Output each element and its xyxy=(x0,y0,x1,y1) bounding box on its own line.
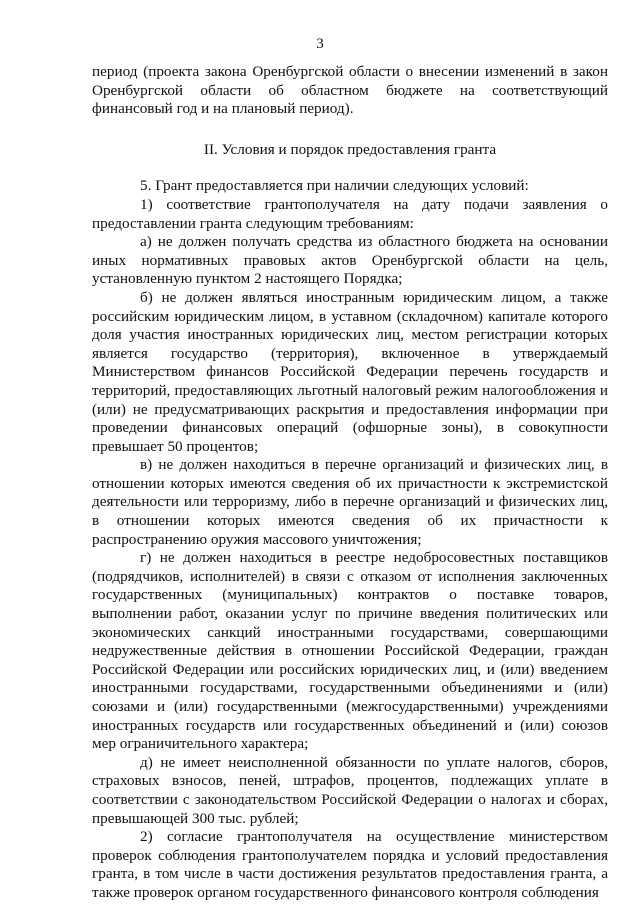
paragraph-5-1-b: б) не должен являться иностранным юридическим лицом, а также российским юридическим лицом, в уставном (складочном) капитале которого доля участия иностранных юридических лиц, местом регистрации которых является государство (территория), включенное в утверждаемый Министерством финансов Российской Федерации перечень государств и территорий, предоставляющих льготный налоговый режим налогообложения и (или) не предусматривающих раскрытия и предоставления информации при проведении финансовых операций (офшорные зоны), в совокупности превышает 50 процентов; xyxy=(92,288,608,455)
intro-paragraph: период (проекта закона Оренбургской области о внесении изменений в закон Оренбургской области об областном бюджете на соответствующий финансовый год и на плановый период). xyxy=(92,63,608,118)
paragraph-5-1-g: г) не должен находиться в реестре недобросовестных поставщиков (подрядчиков, исполнителей) в связи с отказом от исполнения заключенных государственных (муниципальных) контрактов о поставке товаров, выполнении работ, оказании услуг по причине введения политических или экономических санкций иностранными государствами, совершающими недружественные действия в отношении Российской Федерации, граждан Российской Федерации или российских юридических лиц, и (или) введением иностранными государствами, государственными объединениями и (или) союзами и (или) государственными (межгосударственными) учреждениями иностранных государств или государственных объединений и (или) союзов мер ограничительного характера; xyxy=(92,549,608,753)
section-heading: II. Условия и порядок предоставления гранта xyxy=(203,140,497,158)
paragraph-5-1-v: в) не должен находиться в перечне организаций и физических лиц, в отношении которых имеются сведения об их причастности к экстремистской деятельности или терроризму, либо в перечне организаций и физических лиц, в отношении которых имеются сведения об их причастности к распространению оружия массового уничтожения; xyxy=(92,456,608,548)
paragraph-5-2: 2) согласие грантополучателя на осуществление министерством проверок соблюдения грантополучателем порядка и условий предоставления гранта, в том числе в части достижения результатов предоставления гранта, а также проверок органом государственного финансового контроля соблюдения xyxy=(92,828,608,901)
paragraph-5-1-d: д) не имеет неисполненной обязанности по уплате налогов, сборов, страховых взносов, пеней, штрафов, процентов, подлежащих уплате в соответствии с законодательством Российской Федерации о налогах и сборах, превышающей 300 тыс. рублей; xyxy=(92,753,608,827)
paragraph-5-1: 1) соответствие грантополучателя на дату подачи заявления о предоставлении гранта следующим требованиям: xyxy=(92,195,608,232)
paragraph-5-1-a: а) не должен получать средства из областного бюджета на основании иных нормативных правовых актов Оренбургской области на цель, установленную пунктом 2 настоящего Порядка; xyxy=(92,233,608,288)
document-body xyxy=(92,63,608,903)
paragraph-5: 5. Грант предоставляется при наличии следующих условий: xyxy=(140,177,529,195)
page-number: 3 xyxy=(316,36,324,52)
